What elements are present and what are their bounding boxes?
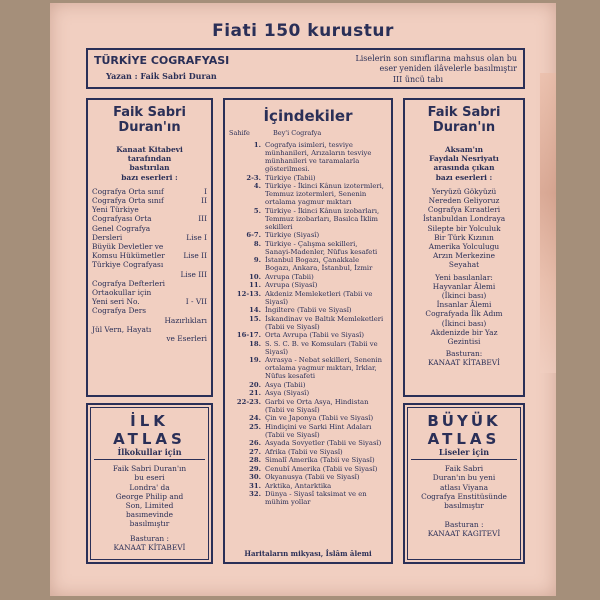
toc-page: 19. [249,356,261,365]
toc-text: Dünya - Siyasî taksimat ve en mühim yollar [265,490,367,507]
left-header-2: Duran'ın [118,120,181,135]
left-work-title: Cografya Orta sınıf [92,196,164,206]
ilk-atlas-body-line: Faik Sabri Duran'ın [112,464,187,474]
buyuk-atlas-divider [411,459,517,460]
buyuk-atlas-title-1: BÜYÜK [427,412,501,430]
left-work-title: Cografya Defterleri [92,278,165,288]
right-work-item: Yeryüzü Gökyüzü [431,186,497,196]
toc-text: Avrupa (Siyasî) [265,281,318,290]
toc-page: 26. [249,439,261,448]
toc-entry [225,306,385,314]
toc-col-title: Bey'i Cografya [273,129,322,137]
toc-list [225,138,391,506]
right-works-box [403,98,525,397]
right-work-item: Nereden Geliyoruz [428,196,500,206]
toc-col-page: Sahife [229,129,250,137]
price-line: Fiati 150 kurustur [212,21,394,41]
toc-page: 6-7. [246,231,261,240]
toc-text: Asyada Sovyetler (Tabii ve Siyasî) [265,439,382,448]
right-work-item: Arzın Merkezine [433,251,495,261]
toc-page: 5. [253,206,261,215]
toc-page: 32. [249,490,261,499]
toc-entry [225,340,385,356]
buyuk-atlas-body-line: atlası Viyana [440,482,488,492]
left-work-item [92,334,207,343]
left-work-number: Lise III [180,269,207,279]
right-works-list [405,187,523,270]
left-work-title: Dersleri [92,232,123,242]
left-work-title: Cografya Ders [92,306,147,316]
right-new-work-item: Hayvanlar Âlemi [432,281,496,291]
toc-text: Okyanusya (Tabii ve Siyasî) [265,473,360,482]
toc-page: 10. [249,272,261,281]
buyuk-atlas-title-2: ATLAS [427,430,501,448]
top-banner-desc-2: eser yeniden ilâvelerle basılmıştır [379,64,517,73]
toc-entry [225,290,385,306]
left-work-number: I - VII [185,297,207,307]
left-works-box [86,98,213,397]
right-publisher-1: Aksam'ın [444,145,484,154]
right-work-item: Silepte bir Yolculuk [427,223,501,233]
left-work-item [92,297,207,306]
toc-entry [225,473,385,481]
toc-title: İçindekiler [263,107,353,125]
toc-entry [225,273,385,281]
toc-text: Türkiye (Tabii) [265,173,316,182]
toc-page: 29. [249,464,261,473]
toc-entry [225,331,385,339]
toc-page: 24. [249,414,261,423]
toc-text: Türkiye (Siyasî) [265,231,320,240]
toc-page: 21. [249,389,261,398]
toc-text: Türkiye - Çalışma sekilleri, Sanayi-Madenler, Nüfus kesafeti [265,239,378,256]
toc-text: Avrasya - Nebat sekilleri, Senenin ortalama yagmur mıktarı, Irklar, Nüfus kesafeti [265,356,382,381]
left-work-number: III [198,214,207,224]
toc-text: İskandinav ve Baltık Memleketleri (Tabii ve Siyasî) [265,314,384,331]
toc-entry [225,465,385,473]
ilk-atlas-subtitle: İlkokullar için [117,447,182,457]
toc-text: Asya (Siyasî) [265,389,310,398]
toc-page: 14. [249,306,261,315]
buyuk-atlas-body-line: Faik Sabri [444,464,484,474]
left-work-number: ve Eserleri [166,334,207,344]
left-work-item [92,279,207,288]
toc-entry [225,381,385,389]
toc-entry [225,141,385,173]
right-publisher-label: Basturan: [445,349,483,359]
toc-text: Türkiye - İkinci Kânun izobarları, Temmuz izobarları, Basılca İklim sekilleri [265,206,380,231]
left-work-title: Büyük Devletler ve [92,242,164,252]
right-new-work-item: İnsanlar Âlemi [436,300,492,310]
left-work-item [92,187,207,196]
toc-text: Afrika (Tabii ve Siyasî) [265,447,343,456]
toc-text: Çin ve Japonya (Tabii ve Siyasî) [265,414,374,423]
toc-entry [225,439,385,447]
left-publisher-2: tarafından [127,154,172,164]
toc-footer: Haritaların mikyası, İslâm âlemi [244,548,372,558]
toc-text: Asya (Tabii) [265,380,306,389]
ilk-atlas-divider [94,459,205,460]
buyuk-atlas-body-line: Duran'ın bu yeni [432,473,496,483]
ilk-atlas-body-line: Son, Limited [125,501,174,511]
toc-page: 2-3. [246,173,261,182]
toc-entry [225,240,385,256]
ilk-atlas-title-2: ATLAS [113,430,186,448]
right-publisher-3: arasında çıkan [433,163,495,173]
toc-page: 4. [253,182,261,191]
toc-entry [225,398,385,414]
ilk-atlas-publisher: KANAAT KİTABEVİ [113,542,186,552]
toc-text: Avrupa (Tabii) [265,272,314,281]
toc-text: S. S. C. B. ve Komsuları (Tabii ve Siyasî) [265,339,378,356]
left-work-number: Lise II [183,251,207,261]
toc-entry [225,456,385,464]
toc-page: 15. [249,314,261,323]
toc-entry [225,448,385,456]
toc-page: 8. [253,239,261,248]
toc-text: Hindiçini ve Sarki Hint Adaları (Tabii ve Siyasî) [265,422,372,439]
right-new-work-item: Akdenizde bir Yaz [430,327,498,337]
left-work-title: Komsu Hükümetler [92,251,165,261]
ilk-atlas-body-line: basımevinde [125,510,174,520]
left-work-item [92,224,207,233]
left-work-title: Cografya Orta sınıf [92,186,164,196]
left-work-item [92,233,207,242]
toc-entry [225,256,385,272]
right-publisher-4: bazı eserleri : [435,172,493,182]
right-publisher-2: Faydalı Nesriyatı [429,154,499,164]
left-header-1: Faik Sabri [113,105,186,120]
toc-page: 25. [249,422,261,431]
toc-entry [225,174,385,182]
left-work-item [92,196,207,205]
buyuk-atlas-body [405,464,523,510]
toc-entry [225,281,385,289]
toc-page: 11. [249,281,261,290]
toc-page: 27. [249,447,261,456]
left-work-item [92,214,207,223]
toc-page: 28. [249,456,261,465]
buyuk-atlas-box [403,403,525,564]
toc-text: İngiltere (Tabii ve Siyasî) [265,306,352,315]
right-new-work-item: Cografyada İlk Adım [425,309,503,319]
left-work-title: Cografyası Orta [92,214,152,224]
toc-entry [225,315,385,331]
left-work-title: Yeni Türkiye [92,205,139,215]
left-publisher-4: bazı eserleri : [121,172,178,182]
left-work-number: Lise I [186,232,207,242]
left-publisher-1: Kanaat Kitabevi [116,145,183,154]
left-work-item [92,251,207,260]
left-work-item [92,260,207,269]
left-work-title: Genel Cografya [92,223,151,233]
ilk-atlas-body-line: bu eseri [134,473,165,483]
left-work-item [92,316,207,325]
right-work-item: İstanbuldan Londraya [422,214,506,224]
toc-page: 31. [249,481,261,490]
right-publisher: KANAAT KİTABEVİ [428,358,500,368]
toc-text: Garbi ve Orta Asya, Hindistan (Tabii ve Siyasî) [265,397,369,414]
toc-text: Simalî Amerika (Tabii ve Siyasî) [265,456,375,465]
toc-page: 22-23. [236,397,261,406]
toc-page: 20. [249,380,261,389]
top-banner [86,48,525,89]
toc-entry [225,182,385,206]
left-work-item [92,205,207,214]
right-new-works-list [405,282,523,346]
left-work-number: I [204,186,207,196]
toc-entry [225,231,385,239]
toc-text: Orta Avrupa (Tabii ve Siyasî) [265,331,365,340]
toc-entry [225,389,385,397]
right-new-work-item: (İkinci bası) [441,318,487,328]
toc-text: Türkiye - İkinci Kânun izotermleri, Temmuz izotermleri, Senenin ortalama yagmur mıktarı [265,182,384,207]
left-work-item [92,242,207,251]
left-work-number: Hazırlıkları [164,315,207,325]
toc-page: 1. [253,141,261,150]
toc-page: 16-17. [236,331,261,340]
top-banner-edition: III üncü tabı [392,75,443,84]
toc-text: Akdeniz Memleketleri (Tabii ve Siyasî) [265,289,373,306]
ilk-atlas-title-1: İLK [130,412,169,430]
left-work-title: Türkiye Cografyası [92,260,164,270]
right-new-work-item: (İkinci bası) [441,291,487,301]
toc-text: Cografya isimleri, tesviye münhanileri, Arızaların tesviye münhanileri ve taramalarla gösterilmesi. [265,141,372,174]
toc-box [223,98,393,564]
top-banner-author: Yazan : Faik Sabri Duran [106,71,217,81]
ilk-atlas-body [88,464,211,528]
right-work-item: Amerika Yolculugu [428,242,500,252]
left-work-item [92,270,207,279]
toc-entry [225,207,385,231]
left-work-title: Jül Vern, Hayatı [92,324,152,334]
toc-page: 18. [249,339,261,348]
toc-entry [225,482,385,490]
toc-entry [225,414,385,422]
buyuk-atlas-publisher: KANAAT KAGITEVİ [427,529,501,539]
ilk-atlas-publisher-label: Basturan : [130,533,169,543]
left-work-item [92,306,207,315]
left-work-number: II [201,196,207,206]
toc-page: 9. [253,256,261,265]
left-work-item [92,325,207,334]
left-publisher-3: bastırılan [129,163,170,173]
toc-text: İstanbul Bogazı, Çanakkale Bogazı, Ankara, İstanbul, İzmir [265,256,373,273]
left-work-title: Yeni seri No. [92,297,140,307]
toc-page: 12-13. [236,289,261,298]
toc-entry [225,356,385,380]
ilk-atlas-body-line: basılmıştır [129,519,170,529]
toc-entry [225,423,385,439]
right-header-2: Duran'ın [432,120,496,135]
left-work-title: Ortaokullar için [92,288,152,298]
buyuk-atlas-body-line: Cografya Enstitüsünde [421,491,507,501]
right-work-item: Bir Türk Kızının [434,232,494,242]
toc-entry [225,490,385,506]
right-work-item: Cografya Kıraatleri [427,205,501,215]
right-work-item: Seyahat [448,260,480,270]
buyuk-atlas-publisher-label: Basturan : [444,520,484,530]
toc-text: Cenubî Amerika (Tabii ve Siyasî) [265,464,378,473]
toc-header-row [225,129,391,138]
right-new-label: Yeni basılanlar: [435,272,493,282]
ilk-atlas-body-line: Londra' da [129,482,170,492]
right-new-work-item: Gezintisi [447,337,481,347]
top-banner-desc-1: Liselerin son sınıflarına mahsus olan bu [355,54,517,63]
toc-page: 30. [249,473,261,482]
book-back-cover [50,3,556,596]
ilk-atlas-body-line: George Philip and [115,491,184,501]
top-banner-title: TÜRKİYE COGRAFYASI [94,54,230,67]
buyuk-atlas-subtitle: Liseler için [438,447,490,457]
left-work-item [92,288,207,297]
ilk-atlas-box [86,403,213,564]
toc-text: Arktika, Antarktika [265,481,332,490]
left-works-list [88,187,211,343]
buyuk-atlas-body-line: basılmıştır [444,501,484,511]
right-header-1: Faik Sabri [427,105,501,120]
